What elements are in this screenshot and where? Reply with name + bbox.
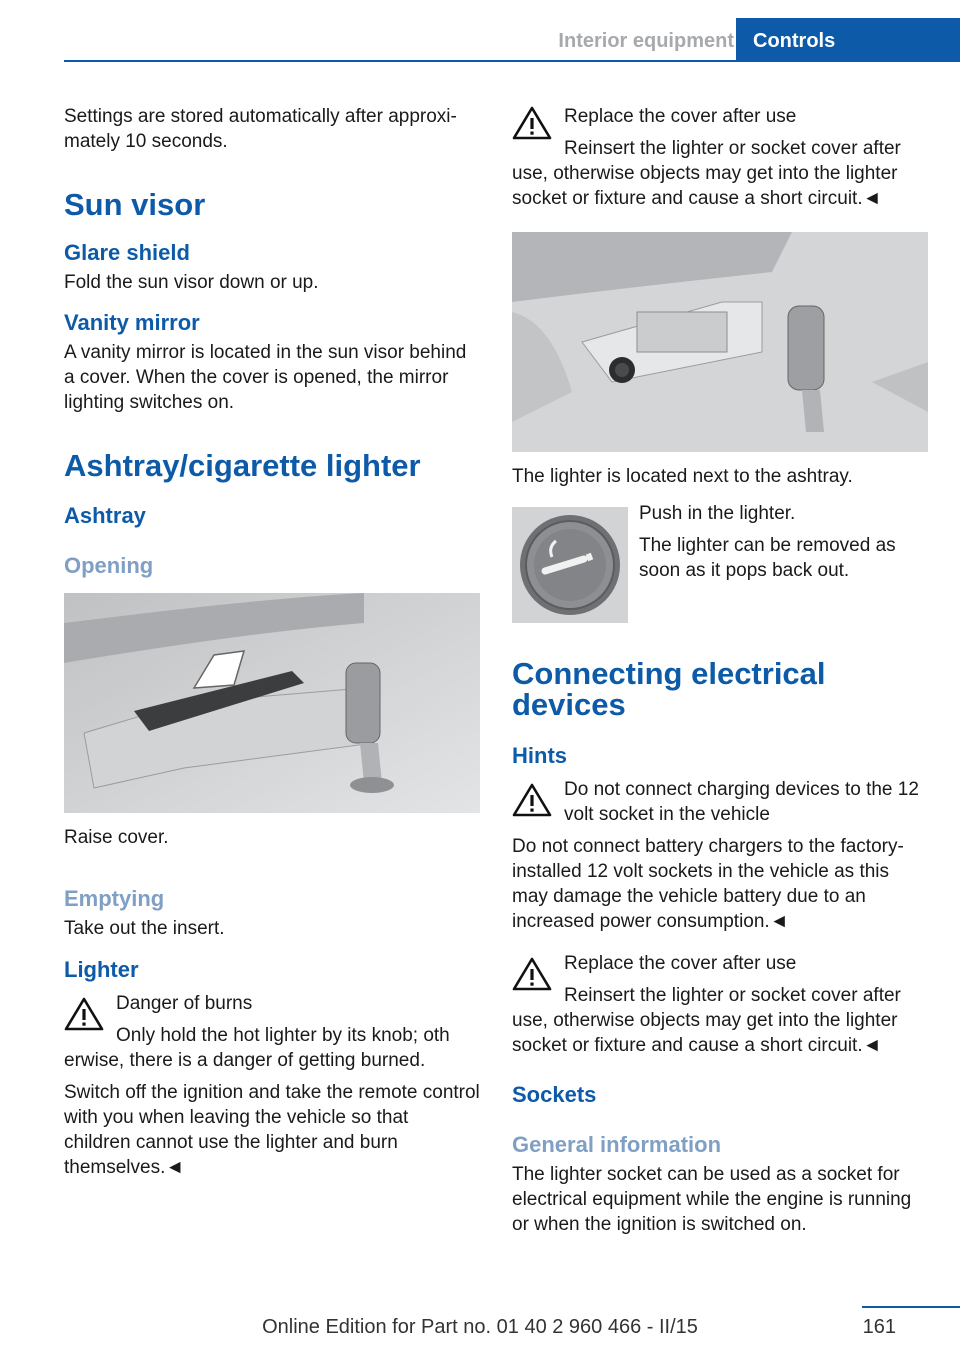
charging-warning <box>512 777 928 934</box>
header-section-title: Interior equipment <box>558 30 734 52</box>
warning-triangle-icon <box>512 783 552 817</box>
cover-warning-2-rest: use, otherwise objects may get into the lighter socket or fixture and cause a short circuit.◄ <box>512 1010 898 1056</box>
warning-triangle-icon <box>512 957 552 991</box>
cover-warning-1-line1: Reinsert the lighter or socket cover after <box>564 138 901 159</box>
lighter-photo <box>512 507 628 623</box>
footer-edition: Online Edition for Part no. 01 40 2 960 466 - II/15 <box>262 1316 698 1338</box>
burn-warning-heading: Danger of burns <box>116 993 253 1014</box>
lighter-tray-illustration <box>512 232 928 452</box>
ashtray-opening-photo <box>64 593 480 813</box>
lighter-location-text: The lighter is located next to the ashtray. <box>512 466 853 487</box>
switch-off-text: Switch off the ignition and take the remote control with you when leaving the vehicle so that children cannot use the lighter and burn themselves.◄ <box>64 1082 480 1178</box>
ashtray-cover-illustration <box>64 593 480 813</box>
heading-vanity-mirror: Vanity mirror <box>64 310 200 335</box>
general-information-text: The lighter socket can be used as a socket for electrical equipment while the engine is running or when the ignition is switched on. <box>512 1164 912 1235</box>
emptying-text: Take out the insert. <box>64 918 225 939</box>
heading-opening: Opening <box>64 553 154 578</box>
burn-warning-line2: erwise, there is a danger of getting burned. <box>64 1050 426 1071</box>
heading-emptying: Emptying <box>64 886 165 911</box>
lighter-block <box>512 501 928 619</box>
cover-warning-2-line1: Reinsert the lighter or socket cover after <box>564 985 901 1006</box>
heading-lighter: Lighter <box>64 957 139 982</box>
page-number: 161 <box>862 1316 896 1338</box>
heading-ashtray-lighter: Ashtray/cigarette lighter <box>64 448 421 483</box>
cover-warning-1 <box>512 100 928 211</box>
lighter-location-photo <box>512 232 928 452</box>
cover-warning-2 <box>512 951 928 1058</box>
heading-hints: Hints <box>512 743 567 768</box>
heading-sun-visor: Sun visor <box>64 187 206 222</box>
footer-rule <box>862 1306 960 1308</box>
heading-connecting-devices: Connecting electrical devices <box>512 656 826 722</box>
warning-triangle-icon <box>64 997 104 1031</box>
heading-sockets: Sockets <box>512 1082 597 1107</box>
heading-glare-shield: Glare shield <box>64 240 190 265</box>
warning-triangle-icon <box>512 106 552 140</box>
header-rule <box>64 60 960 62</box>
push-in-text: Push in the lighter. <box>639 503 796 524</box>
left-column <box>64 100 480 1180</box>
cigarette-lighter-icon <box>512 507 628 623</box>
glare-shield-text: Fold the sun visor down or up. <box>64 272 319 293</box>
charging-warning-heading: Do not connect charging devices to the 12 volt socket in the vehicle <box>564 779 919 825</box>
cover-warning-1-rest: use, otherwise objects may get into the lighter socket or fixture and cause a short circuit.◄ <box>512 163 898 209</box>
heading-ashtray: Ashtray <box>64 503 146 528</box>
heading-general-information: General information <box>512 1132 722 1157</box>
cover-warning-1-heading: Replace the cover after use <box>564 106 797 127</box>
raise-cover-text: Raise cover. <box>64 827 169 848</box>
intro-paragraph: Settings are stored automatically after approximately 10 seconds. <box>64 106 457 152</box>
cover-warning-2-heading: Replace the cover after use <box>564 953 797 974</box>
page-header <box>0 0 960 62</box>
header-chapter-tab: Controls <box>736 18 960 62</box>
burn-warning <box>64 991 480 1073</box>
vanity-mirror-text: A vanity mirror is located in the sun visor behind a cover. When the cover is opened, the mirror lighting switches on. <box>64 342 467 413</box>
lighter-removed-text: The lighter can be removed as soon as it pops back out. <box>639 535 896 581</box>
burn-warning-line1: Only hold the hot lighter by its knob; oth <box>116 1025 450 1046</box>
charging-warning-text: Do not connect battery chargers to the factory-installed 12 volt sockets in the vehicle as this may damage the vehicle battery due to an increased power consumption.◄ <box>512 836 904 932</box>
right-column <box>512 100 928 1237</box>
